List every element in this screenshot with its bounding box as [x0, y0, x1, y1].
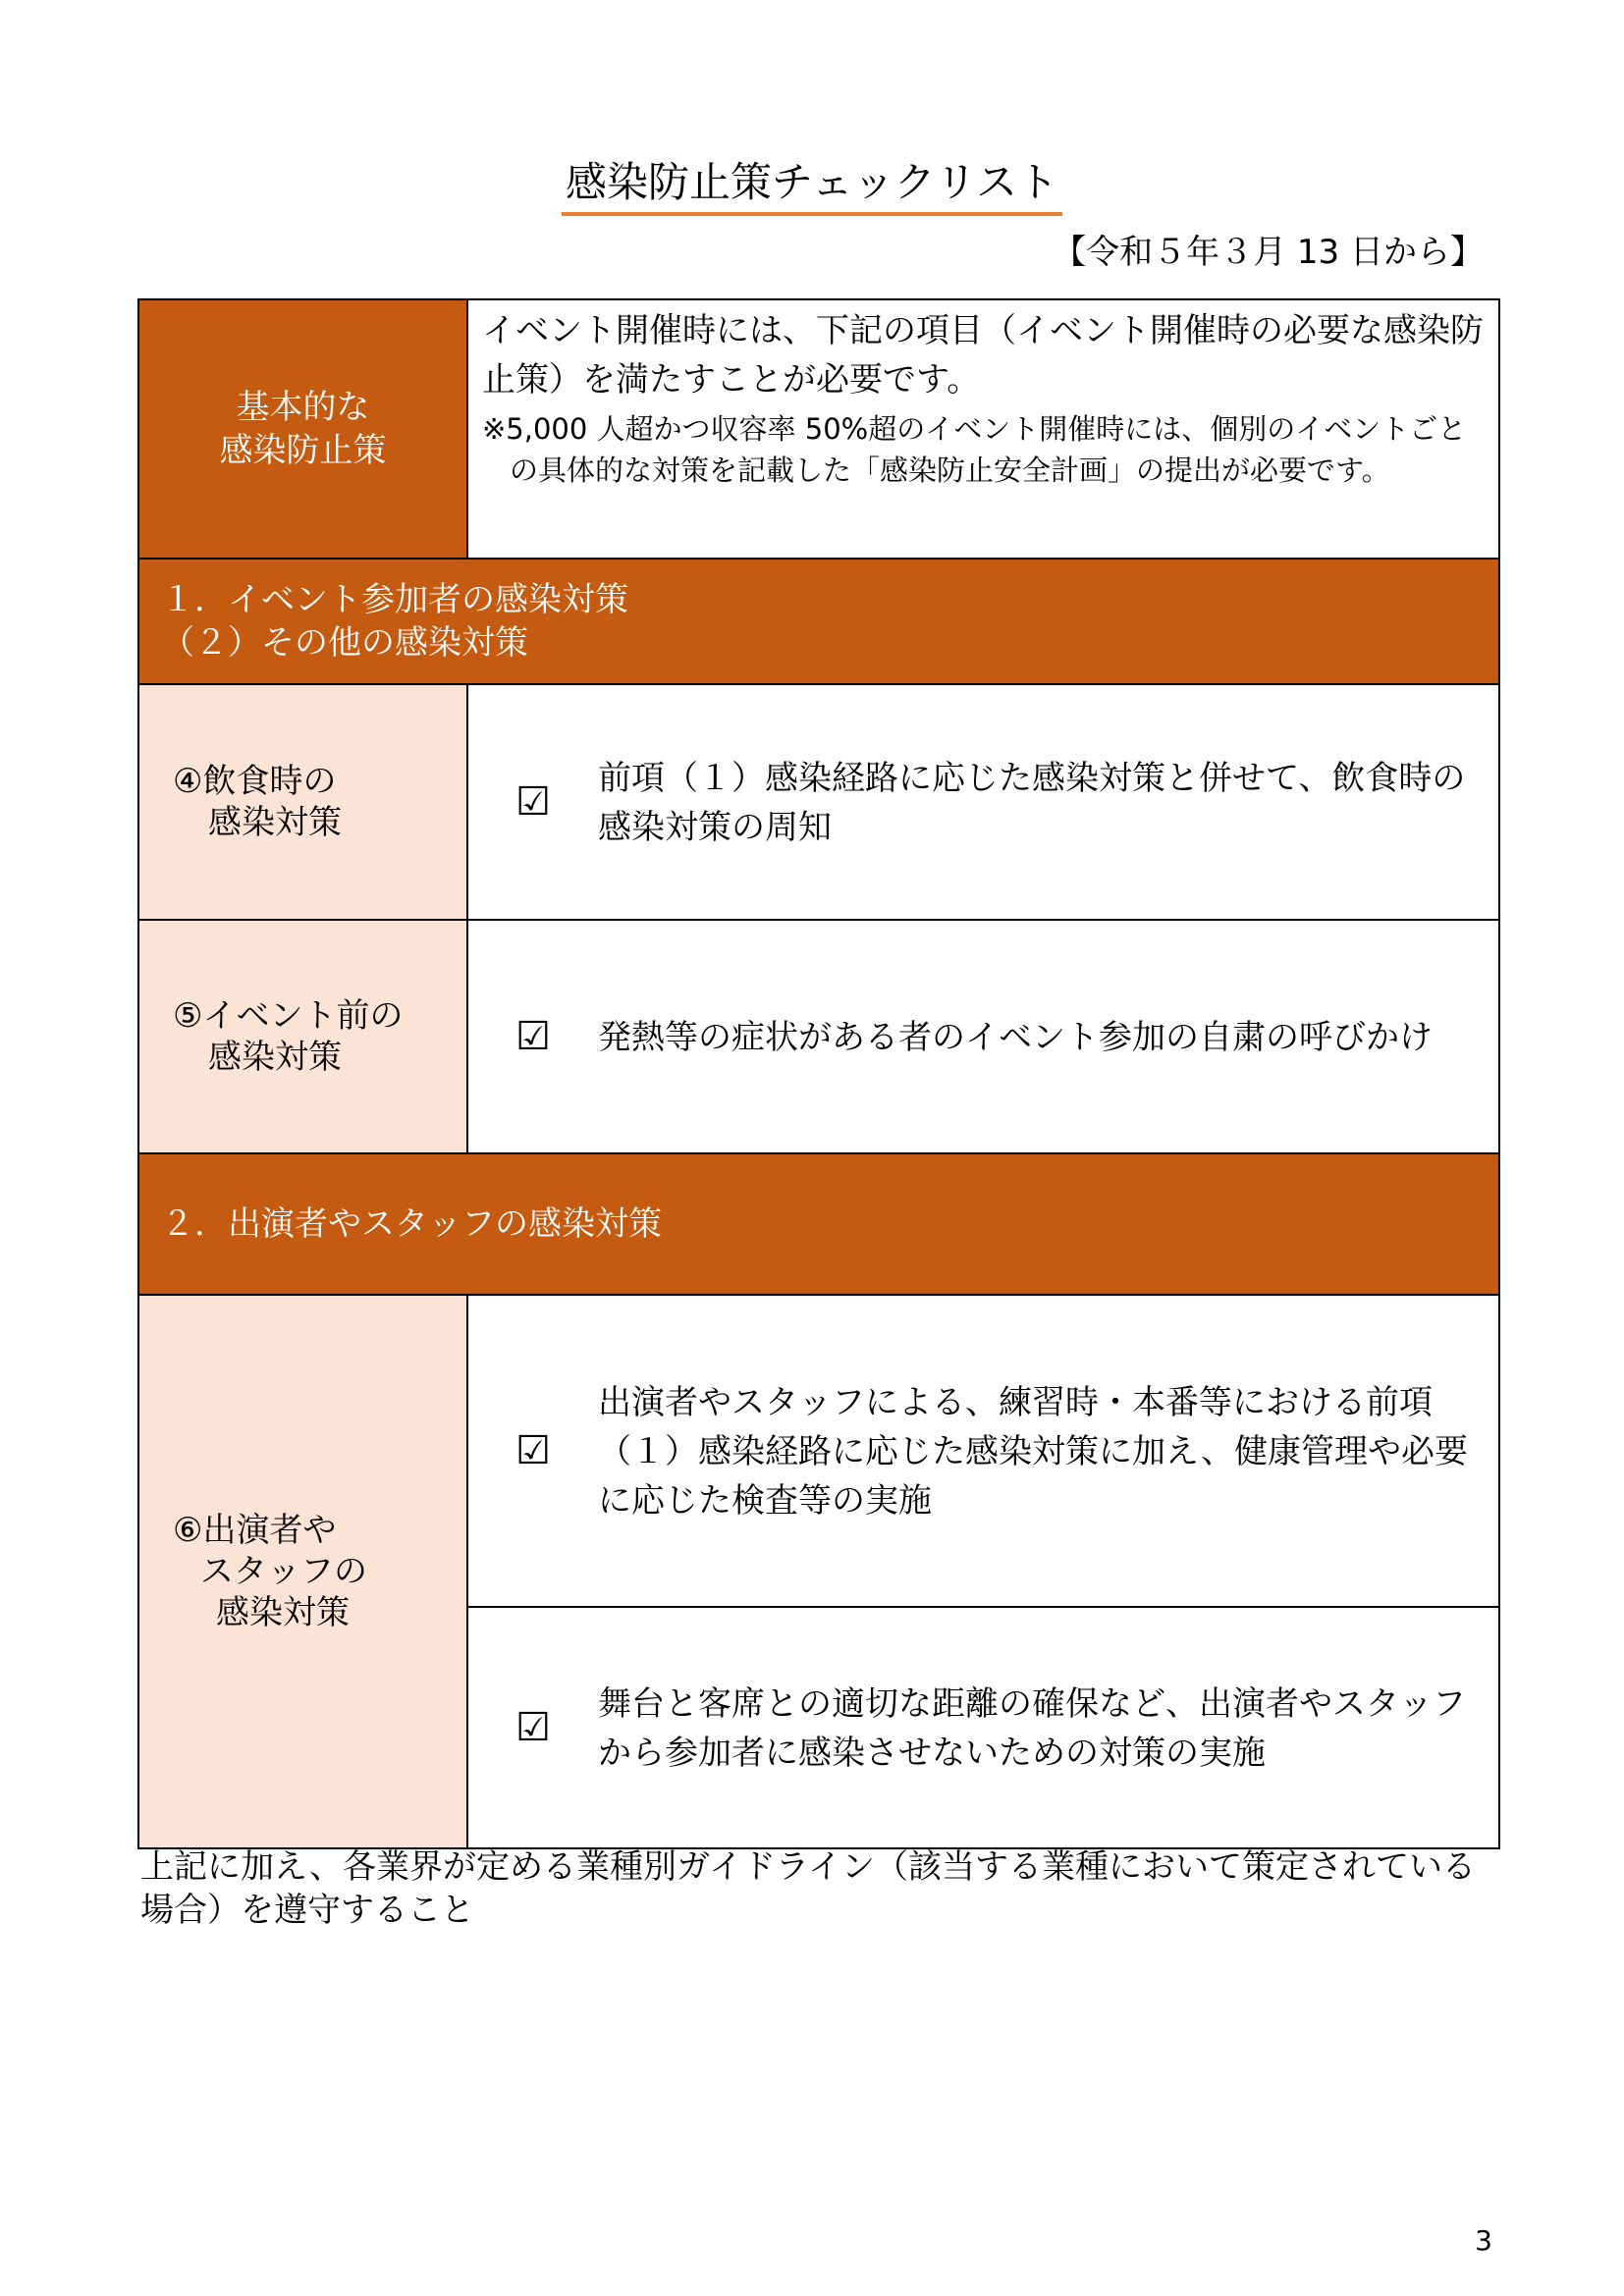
category5-checkbox[interactable]: ☑	[515, 1014, 551, 1059]
category5-item	[468, 1011, 1498, 1062]
category5-item-text: 発熱等の症状がある者のイベント参加の自粛の呼びかけ	[598, 1018, 1433, 1057]
basic-label-cell	[138, 299, 467, 559]
section2-row	[138, 1153, 1499, 1295]
category5-row	[138, 920, 1499, 1153]
category6-line1: ⑥出演者や	[173, 1511, 337, 1550]
footer-note: 上記に加え、各業界が定める業種別ガイドライン（該当する業種において策定されている場合）を遵守すること	[140, 1847, 1476, 1930]
category4-row	[138, 684, 1499, 920]
page-number: 3	[1475, 2224, 1492, 2257]
category6-label-cell	[138, 1295, 467, 1848]
category5-line2: 感染対策	[208, 1038, 342, 1077]
category4-item	[468, 752, 1498, 852]
category5-line1: ⑤イベント前の	[173, 996, 404, 1036]
category6-item1-checkbox[interactable]: ☑	[515, 1428, 551, 1473]
category6-row-1	[138, 1295, 1499, 1607]
category6-item1-cell	[467, 1295, 1499, 1607]
page-title-text: 感染防止策チェックリスト	[562, 155, 1062, 216]
category6-line3: 感染対策	[216, 1593, 350, 1632]
basic-note: ※5,000 人超かつ収容率 50%超のイベント開催時には、個別のイベントごとの具体的な対策を記載した「感染防止安全計画」の提出が必要です。	[482, 412, 1467, 487]
basic-row	[138, 299, 1499, 559]
section2-line1: ２．出演者やスタッフの感染対策	[161, 1204, 662, 1244]
category4-line2: 感染対策	[208, 803, 342, 842]
category6-item2-checkbox[interactable]: ☑	[515, 1705, 551, 1750]
section1-row	[138, 559, 1499, 684]
basic-main-text: イベント開催時には、下記の項目（イベント開催時の必要な感染防止策）を満たすことが必要です。	[482, 311, 1484, 400]
section1-header	[138, 559, 1499, 684]
basic-label-line1: 基本的な	[236, 388, 370, 427]
effective-date: 【令和５年３月 13 日から】	[1053, 233, 1484, 272]
checklist-table	[137, 298, 1500, 1849]
section1-line1: １．イベント参加者の感染対策	[161, 580, 628, 619]
category5-item-cell	[467, 920, 1499, 1153]
category6-item2-cell	[467, 1607, 1499, 1848]
category4-line1: ④飲食時の	[173, 762, 337, 801]
category5-label-cell	[138, 920, 467, 1153]
category6-item2	[468, 1678, 1498, 1778]
basic-label-line2: 感染防止策	[219, 431, 387, 470]
category4-label-cell	[138, 684, 467, 920]
category6-line2: スタッフの	[200, 1552, 367, 1591]
category6-item1	[468, 1376, 1498, 1525]
page-title	[0, 155, 1624, 216]
category4-checkbox[interactable]: ☑	[515, 779, 551, 825]
section1-line2: （２）その他の感染対策	[161, 623, 528, 663]
section2-header	[138, 1153, 1499, 1295]
basic-body-cell	[467, 299, 1499, 559]
category4-item-text: 前項（１）感染経路に応じた感染対策と併せて、飲食時の感染対策の周知	[598, 759, 1466, 847]
category6-item2-text: 舞台と客席との適切な距離の確保など、出演者やスタッフから参加者に感染させないための対策の実施	[598, 1684, 1466, 1773]
category4-item-cell	[467, 684, 1499, 920]
category6-item1-text: 出演者やスタッフによる、練習時・本番等における前項（１）感染経路に応じた感染対策に加え、健康管理や必要に応じた検査等の実施	[598, 1383, 1469, 1521]
